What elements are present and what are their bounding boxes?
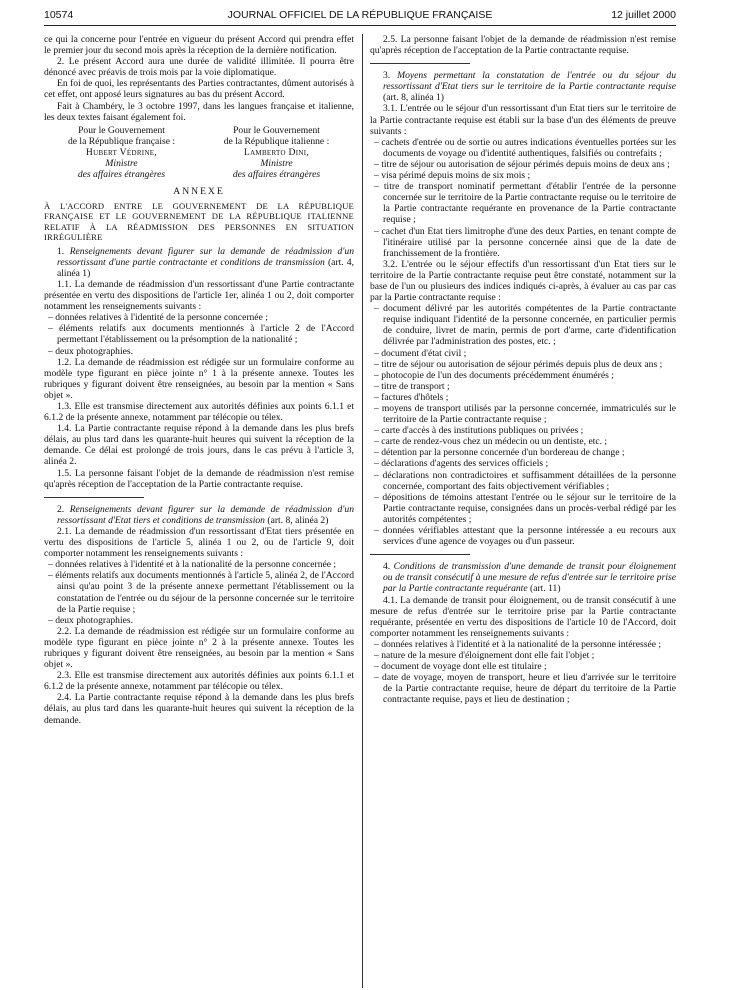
list-item: – cachet d'un Etat tiers limitrophe d'une des deux Parties, en tenant compte de l'itinéraire utilisé par la personne concernée ainsi que de la date de franchissement de la frontière. (374, 225, 676, 259)
list (44, 312, 354, 356)
paragraph: En foi de quoi, les représentants des Parties contractantes, dûment autorisés à cet effet, ont apposé leurs signatures au bas du présent Accord. (44, 78, 354, 101)
signature-block (44, 125, 354, 180)
paragraph: 2.5. La personne faisant l'objet de la demande de réadmission n'est remise qu'après réception de l'acceptation de la Partie contractante requise. (370, 34, 676, 57)
paragraph: 2.4. La Partie contractante requise répond à la demande dans les plus brefs délais, au plus tard dans les quarante-huit heures qui suivent la réception de la demande. (44, 692, 354, 726)
paragraph: 4.1. La demande de transit pour éloignement, ou de transit consécutif à une mesure de refus d'entrée sur le territoire prise par la Partie contractante requérante, présentée en vertu des dispositions de l'article 10 de l'Accord, doit comporter notamment les renseignements suivants : (370, 594, 676, 639)
list-item: – carte de rendez-vous chez un médecin ou un dentiste, etc. ; (374, 436, 608, 448)
paragraph: 1.5. La personne faisant l'objet de la demande de réadmission n'est remise qu'après réception de l'acceptation de la Partie contractante requise. (44, 467, 354, 490)
paragraph: ce qui la concerne pour l'entrée en vigueur du présent Accord qui prendra effet le premier jour du second mois après la réception de la dernière notification. (44, 34, 354, 57)
section-separator (370, 554, 470, 555)
paragraph: 2.2. La demande de réadmission est rédigée sur un formulaire conforme au modèle type figurant en pièce jointe n° 2 à la présente annexe. Toutes les rubriques y figurant doivent être renseignées, au besoin par la mention « Sans objet ». (44, 625, 354, 671)
list-item: – document d'état civil ; (374, 347, 467, 359)
list-item: – dépositions de témoins attestant l'entrée ou le séjour sur le territoire de la Partie contractante requise, consignées dans un procès-verbal rédigé par les autorités compétentes ; (374, 491, 676, 525)
section-heading: 1. Renseignements devant figurer sur la demande de réadmission d'un ressortissant d'une partie contractante et conditions de transmission (art. 4, alinéa 1) (57, 245, 355, 279)
list-item: – déclarations non contradictoires et suffisamment détaillées de la personne concernée, comportant des faits objectivement vérifiables ; (374, 469, 676, 492)
paragraph: 2.1. La demande de réadmission d'un ressortissant d'Etat tiers présentée en vertu des dispositions de l'article 5, alinéa 1 ou 2, ou de l'article 9, doit comporter notamment les renseignements suivants : (44, 525, 354, 560)
paragraph: 1.3. Elle est transmise directement aux autorités définies aux points 6.1.1 et 6.1.2 de la présente annexe, notamment par télécopie ou télex. (44, 401, 354, 424)
list-item: – titre de séjour ou autorisation de séjour périmés depuis plus de deux ans ; (374, 358, 663, 370)
signatory-name: Lamberto Dini, (243, 146, 310, 158)
annexe-heading: ANNEXE (173, 186, 225, 198)
list-item: – titre de séjour ou autorisation de séjour périmés depuis moins de deux ans ; (374, 158, 670, 170)
list-item: – données vérifiables attestant que la personne intéressée a eu recours aux services d'une agence de voyages ou d'un passeur. (374, 525, 676, 548)
left-column (44, 34, 354, 726)
accord-title: À L'ACCORD ENTRE LE GOUVERNEMENT DE LA RÉPUBLIQUE FRANÇAISE ET LE GOUVERNEMENT DE LA RÉPUBLIQUE ITALIENNE RELATIF À LA RÉADMISSION DES PERSONNES EN SITUATION IRRÉGULIÈRE (44, 201, 354, 242)
section-heading: 4. Conditions de transmission d'une demande de transit pour éloignement ou de transit consécutif à une mesure de refus d'entrée sur le territoire prise par la Partie contractante requérante (art. 11) (383, 561, 677, 595)
list-item: – titre de transport ; (374, 380, 450, 392)
signature-italy: Pour le Gouvernement de la République italienne : Lamberto Dini, Ministre des affaires étrangères (199, 125, 354, 180)
list-item: – visa périmé depuis moins de six mois ; (374, 170, 531, 182)
list-item: – cachets d'entrée ou de sortie ou autres indications éventuelles portées sur les documents de voyage ou d'identité authentiques, falsifiés ou contrefaits ; (374, 136, 676, 159)
list (370, 137, 676, 259)
section-separator (44, 497, 144, 498)
list-item: – éléments relatifs aux documents mentionnés à l'article 5, alinéa 2, de l'Accord ainsi qu'au point 3 de la présente annexe permettant l'établissement ou la constatation de l'entrée ou du séjour de la personne concernée sur le territoire de la Partie requise ; (48, 570, 354, 615)
list-item: – document délivré par les autorités compétentes de la Partie contractante requise indiquant l'identité de la personne concernée, en particulier permis de conduire, livret de marin, permis de port d'arme, carte d'identification délivrée par l'administration des postes, etc. ; (374, 303, 676, 348)
list-item: – deux photographies. (48, 614, 133, 626)
paragraph: Fait à Chambéry, le 3 octobre 1997, dans les langues française et italienne, les deux textes faisant également foi. (44, 100, 354, 123)
list-item: – éléments relatifs aux documents mentionnés à l'article 2 de l'Accord permettant l'établissement ou la présomption de la nationalité ; (48, 323, 354, 346)
list (370, 303, 676, 547)
issue-date: 12 juillet 2000 (611, 9, 676, 21)
paragraph: 2. Le présent Accord aura une durée de validité illimitée. Il pourra être dénoncé avec préavis de trois mois par la voie diplomatique. (44, 56, 354, 79)
section-separator (370, 63, 470, 64)
signature-france: Pour le Gouvernement de la République française : Hubert Védrine, Ministre des affaires étrangères (44, 125, 199, 180)
journal-title: JOURNAL OFFICIEL DE LA RÉPUBLIQUE FRANÇAISE (227, 9, 493, 21)
list-item: – données relatives à l'identité et à la nationalité de la personne intéressée ; (374, 638, 662, 650)
paragraph: 1.1. La demande de réadmission d'un ressortissant d'une Partie contractante présentée en vertu des dispositions de l'article 1er, alinéa 1 ou 2, doit comporter notamment les renseignements suivants : (44, 278, 354, 313)
list-item: – titre de transport nominatif permettant d'établir l'entrée de la personne concernée sur le territoire de la Partie contractante requise ou le territoire de la Partie contractante requérante en provenance de la Partie contractante requise ; (374, 181, 676, 226)
section-heading: 2. Renseignements devant figurer sur la demande de réadmission d'un ressortissant d'Etat tiers et conditions de transmission (art. 8, alinéa 2) (57, 503, 354, 526)
header-rule (44, 25, 676, 26)
paragraph: 2.3. Elle est transmise directement aux autorités définies aux points 6.1.1 et 6.1.2 de la présente annexe, notamment par télécopie ou télex. (44, 670, 354, 693)
column-divider (362, 34, 363, 988)
paragraph: 1.2. La demande de réadmission est rédigée sur un formulaire conforme au modèle type figurant en pièce jointe n° 1 à la présente annexe. Toutes les rubriques y figurant doivent être renseignées, au besoin par la mention « Sans objet ». (44, 356, 354, 401)
page-number: 10574 (44, 9, 74, 21)
signatory-name: Hubert Védrine, (85, 146, 158, 158)
list-item: – moyens de transport utilisés par la personne concernée, immatriculés sur le territoire de la Partie contractante requise ; (374, 403, 676, 426)
list (370, 639, 676, 706)
list-item: – photocopie de l'un des documents précédemment énumérés ; (374, 369, 614, 381)
list-item: – données relatives à l'identité de la personne concernée ; (48, 312, 268, 324)
list-item: – factures d'hôtels ; (374, 391, 449, 403)
section-heading: 3. Moyens permettant la constatation de l'entrée ou du séjour du ressortissant d'Etat tiers sur le territoire de la Partie contractante requise (art. 8, alinéa 1) (383, 70, 676, 104)
list-item: – deux photographies. (48, 345, 133, 357)
list (44, 559, 354, 626)
paragraph: 3.1. L'entrée ou le séjour d'un ressortissant d'un Etat tiers sur le territoire de la Partie contractante requise est établi sur la base d'un des éléments de preuve suivants : (370, 103, 676, 137)
list-item: – données relatives à l'identité et à la nationalité de la personne concernée ; (48, 559, 337, 571)
paragraph: 1.4. La Partie contractante requise répond à la demande dans les plus brefs délais, au plus tard dans les quarante-huit heures qui suivent la réception de la demande. Ce délai est prolongé de trois jours, dans le cas prévu à l'article 3, alinéa 2. (44, 423, 354, 468)
paragraph: 3.2. L'entrée ou le séjour effectifs d'un ressortissant d'un Etat tiers sur le territoire de la Partie contractante requise peut être constaté, notamment sur la base de l'un ou plusieurs des indices indiqués ci-après, à évaluer au cas par cas par la Partie contractante requise : (370, 258, 676, 304)
list-item: – détention par la personne concernée d'un bordereau de change ; (374, 447, 625, 459)
list-item: – nature de la mesure d'éloignement dont elle fait l'objet ; (374, 649, 595, 661)
list-item: – déclarations d'agents des services officiels ; (374, 458, 549, 470)
right-column (370, 34, 676, 705)
list-item: – document de voyage dont elle est titulaire ; (374, 661, 547, 673)
list-item: – carte d'accès à des institutions publiques ou privées ; (374, 425, 584, 437)
list-item: – date de voyage, moyen de transport, heure et lieu d'arrivée sur le territoire de la Partie contractante requise, heure de départ du territoire de la Partie contractante requise, pays et lieu de destination ; (374, 672, 676, 706)
